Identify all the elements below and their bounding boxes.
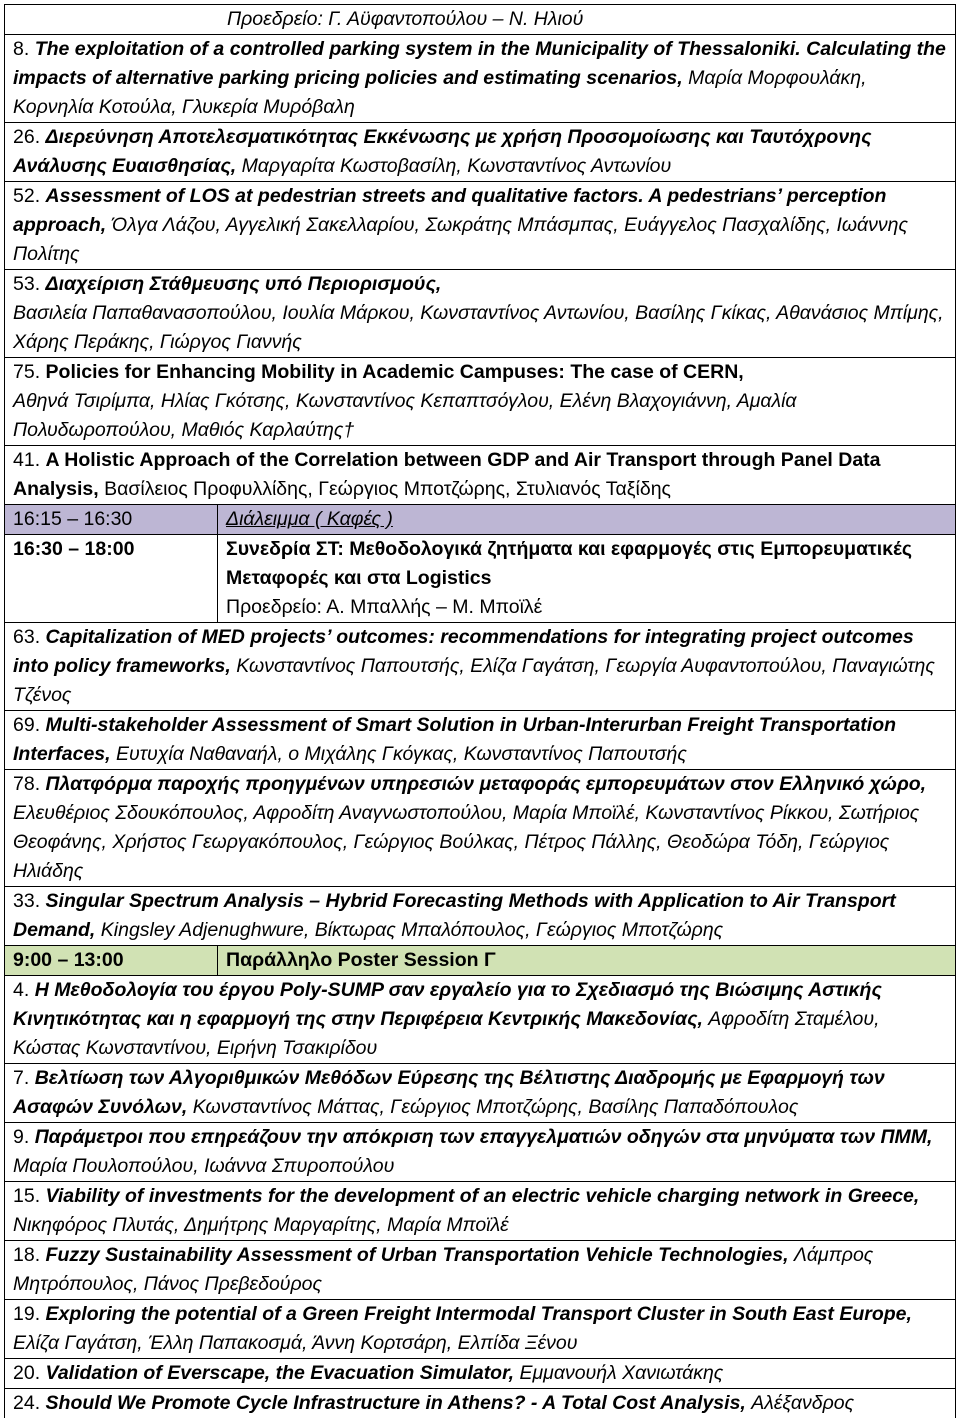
- paper-number: 4.: [13, 979, 29, 1001]
- paper-title: Multi-stakeholder Assessment of Smart Solution in Urban-Interurban Freight Transportation Interfaces,: [13, 714, 896, 765]
- chair-row: [5, 5, 956, 35]
- paper-entry: [5, 711, 956, 770]
- paper-title: Διερεύνηση Αποτελεσματικότητας Εκκένωσης με χρήση Προσομοίωσης και Ταυτόχρονης Ανάλυσης Ευαισθησίας,: [13, 126, 871, 177]
- paper-authors: Μαρία Πουλοπούλου, Ιωάννα Σπυροπούλου: [13, 1155, 394, 1177]
- paper-title: Policies for Enhancing Mobility in Academic Campuses: The case of CERN,: [46, 361, 744, 383]
- paper-title: Παράμετροι που επηρεάζουν την απόκριση των επαγγελματιών οδηγών στα μηνύματα των ΠΜΜ,: [35, 1126, 933, 1148]
- paper-number: 19.: [13, 1303, 40, 1325]
- paper-entry: [5, 358, 956, 446]
- paper-entry: [5, 1300, 956, 1359]
- break-label: Διάλειμμα ( Καφές ): [226, 508, 393, 530]
- poster-time: 9:00 – 13:00: [5, 946, 218, 976]
- paper-number: 78.: [13, 773, 40, 795]
- paper-number: 18.: [13, 1244, 40, 1266]
- paper-entry: [5, 270, 956, 358]
- paper-title: Viability of investments for the development of an electric vehicle charging network in Greece,: [46, 1185, 920, 1207]
- paper-authors: Όλγα Λάζου, Αγγελική Σακελλαρίου, Σωκράτης Μπάσμπας, Ευάγγελος Πασχαλίδης, Ιωάννης Πολίτης: [13, 214, 908, 265]
- paper-number: 63.: [13, 626, 40, 648]
- poster-session-row: [5, 946, 956, 976]
- paper-authors: Αφροδίτη Σταμέλου, Κώστας Κωνσταντίνου, Ειρήνη Τσακιρίδου: [13, 1008, 880, 1059]
- paper-title: Exploring the potential of a Green Freight Intermodal Transport Cluster in South East Europe,: [46, 1303, 912, 1325]
- paper-number: 69.: [13, 714, 40, 736]
- paper-entry: [5, 976, 956, 1064]
- paper-authors: Αλέξανδρος: [751, 1392, 854, 1414]
- paper-number: 7.: [13, 1067, 29, 1089]
- paper-entry: [5, 182, 956, 270]
- paper-entry: [5, 1241, 956, 1300]
- paper-title: Η Μεθοδολογία του έργου Poly-SUMP σαν εργαλείο για το Σχεδιασμό της Βιώσιμης Αστικής Κινητικότητας και η εφαρμογή της στην Περιφέρεια Κεντρικής Μακεδονίας,: [13, 979, 882, 1030]
- session-chair: Προεδρείο: Α. Μπαλλής – Μ. Μποϊλέ: [226, 596, 542, 618]
- paper-authors: Ελίζα Γαγάτση, Έλλη Παπακοσμά, Άννη Κορτσάρη, Ελπίδα Ξένου: [13, 1332, 577, 1354]
- paper-entry: [5, 1064, 956, 1123]
- paper-title: Διαχείριση Στάθμευσης υπό Περιορισμούς,: [46, 273, 442, 295]
- paper-entry: [5, 35, 956, 123]
- paper-authors: Βασιλεία Παπαθανασοπούλου, Ιουλία Μάρκου, Κωνσταντίνος Αντωνίου, Βασίλης Γκίκας, Αθανάσιος Μπίμης, Χάρης Περάκης, Γιώργος Γιαννής: [13, 302, 944, 353]
- paper-number: 53.: [13, 273, 40, 295]
- paper-number: 20.: [13, 1362, 40, 1384]
- paper-title: Singular Spectrum Analysis – Hybrid Forecasting Methods with Application to Air Transport Demand,: [13, 890, 896, 941]
- paper-number: 26.: [13, 126, 40, 148]
- paper-authors: Μαργαρίτα Κωστοβασίλη, Κωνσταντίνος Αντωνίου: [242, 155, 672, 177]
- session-chair: Προεδρείο: Γ. Αϋφαντοπούλου – Ν. Ηλιού: [227, 8, 583, 30]
- paper-entry: [5, 1359, 956, 1389]
- paper-title: The exploitation of a controlled parking system in the Municipality of Thessaloniki. Calculating the impacts of alternative parking pricing policies and estimating scenarios,: [13, 38, 946, 89]
- paper-authors: Βασίλειος Προφυλλίδης, Γεώργιος Μποτζώρης, Στυλιανός Ταξίδης: [104, 478, 671, 500]
- paper-number: 9.: [13, 1126, 29, 1148]
- paper-authors: Λάμπρος Μητρόπουλος, Πάνος Πρεβεδούρος: [13, 1244, 873, 1295]
- paper-entry: [5, 1389, 956, 1418]
- paper-title: Validation of Everscape, the Evacuation Simulator,: [46, 1362, 515, 1384]
- paper-authors: Εμμανουήλ Χανιωτάκης: [519, 1362, 723, 1384]
- paper-entry: [5, 1123, 956, 1182]
- paper-title: Should We Promote Cycle Infrastructure in Athens? - A Total Cost Analysis,: [46, 1392, 746, 1414]
- paper-number: 8.: [13, 38, 29, 60]
- paper-title: Πλατφόρμα παροχής προηγμένων υπηρεσιών μεταφοράς εμπορευμάτων στον Ελληνικό χώρο,: [46, 773, 927, 795]
- paper-authors: Νικηφόρος Πλυτάς, Δημήτρης Μαργαρίτης, Μαρία Μποϊλέ: [13, 1214, 509, 1236]
- paper-title: Capitalization of MED projects’ outcomes: recommendations for integrating project outcomes into policy frameworks,: [13, 626, 914, 677]
- paper-entry: [5, 623, 956, 711]
- session-time: 16:30 – 18:00: [5, 535, 218, 623]
- paper-title: Assessment of LOS at pedestrian streets and qualitative factors. A pedestrians’ perception approach,: [13, 185, 886, 236]
- paper-entry: [5, 123, 956, 182]
- paper-number: 41.: [13, 449, 40, 471]
- paper-title: Βελτίωση των Αλγοριθμικών Μεθόδων Εύρεσης της Βέλτιστης Διαδρομής με Εφαρμογή των Ασαφών Συνόλων,: [13, 1067, 885, 1118]
- paper-number: 52.: [13, 185, 40, 207]
- break-time: 16:15 – 16:30: [5, 505, 218, 535]
- session-row: [5, 535, 956, 623]
- paper-title: Fuzzy Sustainability Assessment of Urban Transportation Vehicle Technologies,: [46, 1244, 789, 1266]
- schedule-table: [4, 4, 956, 1418]
- poster-label: Παράλληλο Poster Session Γ: [226, 949, 496, 971]
- paper-entry: [5, 1182, 956, 1241]
- paper-number: 15.: [13, 1185, 40, 1207]
- paper-number: 24.: [13, 1392, 40, 1414]
- paper-entry: [5, 770, 956, 887]
- paper-number: 75.: [13, 361, 40, 383]
- paper-authors: Μαρία Μορφουλάκη, Κορνηλία Κοτούλα, Γλυκερία Μυρόβαλη: [13, 67, 867, 118]
- paper-authors: Ευτυχία Ναθαναήλ, ο Μιχάλης Γκόγκας, Κωνσταντίνος Παπουτσής: [116, 743, 687, 765]
- paper-entry: [5, 887, 956, 946]
- paper-authors: Κωνσταντίνος Παπουτσής, Ελίζα Γαγάτση, Γεωργία Αυφαντοπούλου, Παναγιώτης Τζένος: [13, 655, 935, 706]
- paper-number: 33.: [13, 890, 40, 912]
- paper-authors: Kingsley Adjenughwure, Βίκτωρας Μπαλόπουλος, Γεώργιος Μποτζώρης: [101, 919, 723, 941]
- paper-entry: [5, 446, 956, 505]
- session-title: Συνεδρία ΣΤ: Μεθοδολογικά ζητήματα και εφαρμογές στις Εμπορευματικές Μεταφορές και στα Logistics: [226, 538, 912, 589]
- paper-title: A Holistic Approach of the Correlation between GDP and Air Transport through Panel Data Analysis,: [13, 449, 881, 500]
- break-row: [5, 505, 956, 535]
- paper-authors: Κωνσταντίνος Μάττας, Γεώργιος Μποτζώρης, Βασίλης Παπαδόπουλος: [193, 1096, 799, 1118]
- paper-authors: Αθηνά Τσιρίμπα, Ηλίας Γκότσης, Κωνσταντίνος Κεπαπτσόγλου, Ελένη Βλαχογιάννη, Αμαλία Πολυδωροπούλου, Μαθιός Καρλαύτης†: [13, 390, 797, 441]
- paper-authors: Ελευθέριος Σδουκόπουλος, Αφροδίτη Αναγνωστοπούλου, Μαρία Μποϊλέ, Κωνσταντίνος Ρίκκου, Σωτήριος Θεοφάνης, Χρήστος Γεωργακόπουλος, Γεώργιος Βούλκας, Πέτρος Πάλλης, Θεοδώρα Τόδη, Γεώργιος Ηλιάδης: [13, 802, 919, 882]
